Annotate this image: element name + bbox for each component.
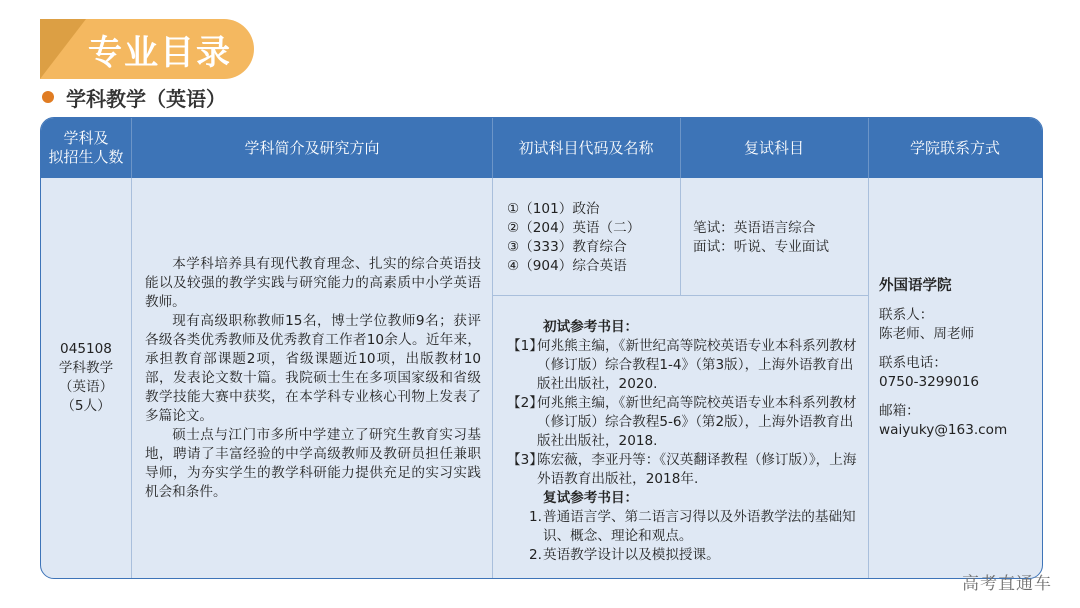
header-divider xyxy=(492,118,493,178)
intro-paragraph: 本学科培养具有现代教育理念、扎实的综合英语技能以及较强的教学实践与研究能力的高素质中小学英语教师。 xyxy=(145,255,481,310)
exam-subject-item: ②（204）英语（二） xyxy=(507,220,641,236)
contact-email-label: 邮箱： xyxy=(879,403,920,419)
exam-subject-item: ①（101）政治 xyxy=(507,201,600,217)
bullet-dot-icon xyxy=(42,91,54,103)
retest-reference-item xyxy=(507,546,861,565)
contact-person-label: 联系人： xyxy=(879,307,934,323)
intro-paragraph: 现有高级职称教师15名，博士学位教师9名；获评各级各类优秀教师及优秀教育工作者10余人。近年来，承担教育部课题2项，省级课题近10项，出版教材10部，发表论文数十篇。我院硕士生在多项国家级和省级教学技能大赛中获奖，在本学科专业核心刊物上发表了多篇论文。 xyxy=(145,312,481,424)
exam-subject-item: ④（904）综合英语 xyxy=(507,258,627,274)
catalog-table xyxy=(40,117,1043,579)
reference-item xyxy=(507,337,861,394)
column-divider xyxy=(131,178,132,578)
reference-number: 1. xyxy=(529,509,542,525)
retest-cell xyxy=(681,178,867,294)
subject-code-cell xyxy=(41,178,131,578)
retest-reference-item xyxy=(507,508,861,546)
initial-refs-title: 初试参考书目： xyxy=(543,319,639,335)
retest-written: 笔试：英语语言综合 xyxy=(693,220,816,236)
subject-code: 045108 学科教学 （英语） （5人） xyxy=(58,341,114,414)
watermark: 高考直通车 xyxy=(962,574,1052,594)
reference-item xyxy=(507,451,861,489)
header-contact: 学院联系方式 xyxy=(909,138,1000,157)
reference-number: 【2】 xyxy=(507,395,543,411)
retest-interview: 面试：听说、专业面试 xyxy=(693,239,829,255)
intro-cell xyxy=(133,178,491,578)
contact-phone-label: 联系电话： xyxy=(879,355,947,371)
header-divider xyxy=(131,118,132,178)
retest-refs-title: 复试参考书目： xyxy=(543,490,639,506)
intro-paragraph: 硕士点与江门市多所中学建立了研究生教育实习基地，聘请了丰富经验的中学高级教师及教研员担任兼职导师，为夯实学生的教学科研能力提供充足的实习实践机会和条件。 xyxy=(145,426,481,500)
contact-cell xyxy=(869,178,1041,578)
header-intro: 学科简介及研究方向 xyxy=(244,138,380,157)
reference-text: 何兆熊主编，《新世纪高等院校英语专业本科系列教材（修订版）综合教程5-6》（第2版），上海外语教育出版社出版社，2018. xyxy=(537,395,857,449)
exam-subject-item: ③（333）教育综合 xyxy=(507,239,627,255)
contact-person: 陈老师、周老师 xyxy=(879,326,975,342)
reference-number: 【1】 xyxy=(507,338,543,354)
reference-number: 【3】 xyxy=(507,452,543,468)
section-heading xyxy=(42,84,226,110)
contact-phone: 0750-3299016 xyxy=(879,374,980,390)
reference-text: 陈宏薇，李亚丹等：《汉英翻译教程（修订版）》，上海外语教育出版社，2018年. xyxy=(537,452,857,487)
reference-number: 2. xyxy=(529,547,542,563)
exam-subjects-cell xyxy=(493,178,679,294)
section-title: 学科教学（英语） xyxy=(66,86,226,111)
reference-text: 何兆熊主编，《新世纪高等院校英语专业本科系列教材（修订版）综合教程1-4》（第3版），上海外语教育出版社出版社，2020. xyxy=(537,338,857,392)
school-name: 外国语学院 xyxy=(879,278,952,294)
contact-email: waiyuky@163.com xyxy=(879,422,1008,438)
reference-item xyxy=(507,394,861,451)
table-header xyxy=(41,118,1042,178)
header-divider xyxy=(868,118,869,178)
header-exam-subjects: 初试科目代码及名称 xyxy=(518,138,654,157)
references-cell xyxy=(493,296,867,578)
header-subject-quota: 学科及 拟招生人数 xyxy=(48,129,124,166)
reference-text: 英语教学设计以及模拟授课。 xyxy=(543,547,720,563)
header-retest: 复试科目 xyxy=(743,138,804,157)
reference-text: 普通语言学、第二语言习得以及外语教学法的基础知识、概念、理论和观点。 xyxy=(543,509,856,544)
page-title: 专业目录 xyxy=(88,33,232,73)
banner-accent-triangle xyxy=(40,19,86,79)
header-divider xyxy=(680,118,681,178)
header-banner xyxy=(40,19,254,79)
